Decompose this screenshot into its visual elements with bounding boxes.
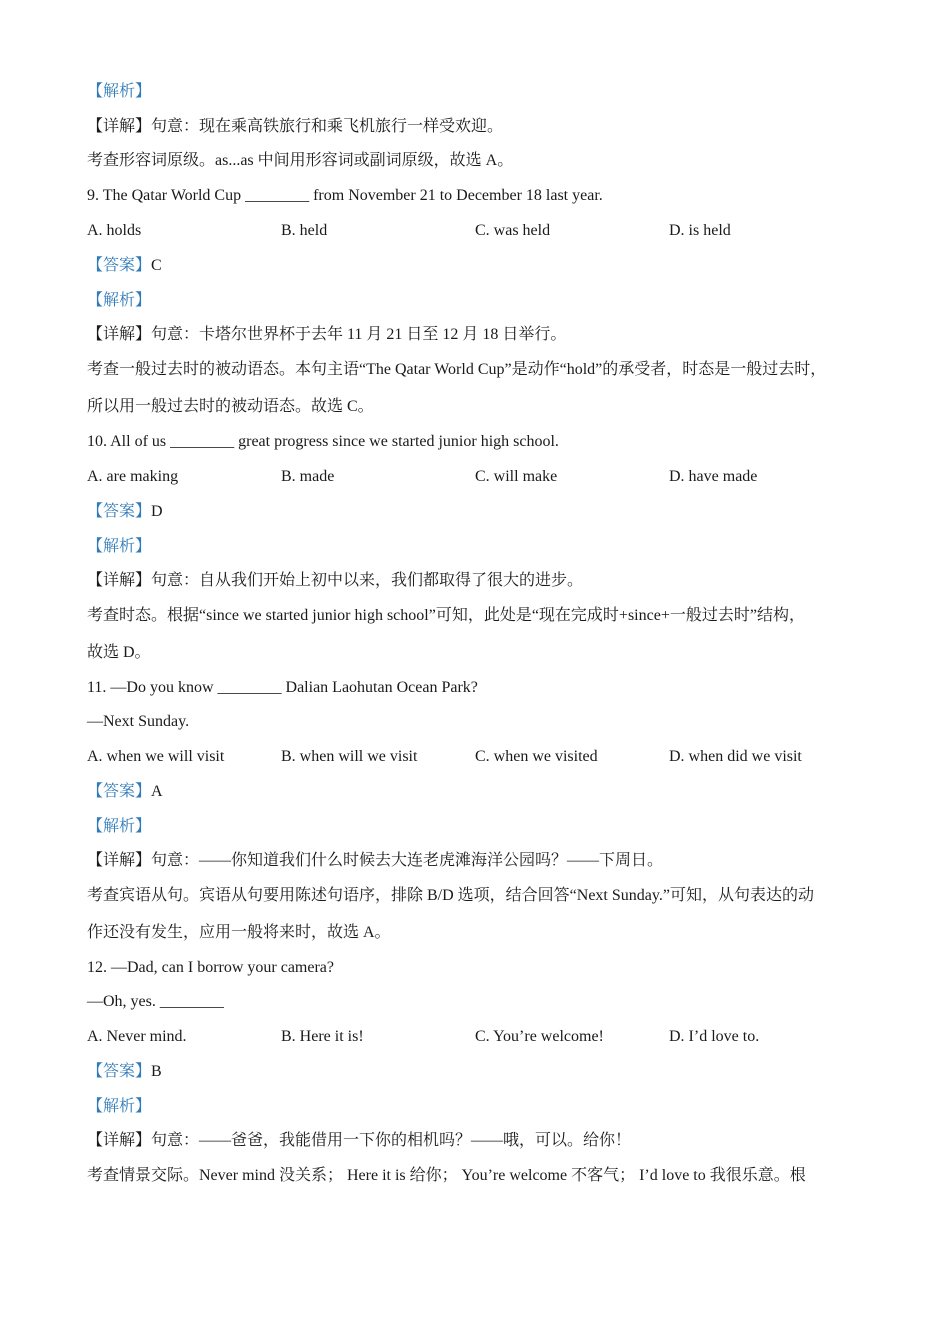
- explanation-line: 故选 D。: [87, 644, 151, 661]
- detail-line: [87, 851, 663, 871]
- answer-line: [87, 1062, 162, 1082]
- option-d: D. have made: [669, 468, 758, 485]
- detail-line: [87, 1131, 631, 1151]
- analysis-tag: 【解析】: [87, 292, 152, 309]
- question-stem: 12. —Dad, can I borrow your camera?: [87, 959, 335, 976]
- option-b: B. Here it is!: [281, 1028, 364, 1045]
- detail-text: 句意：现在乘高铁旅行和乘飞机旅行一样受欢迎。: [151, 118, 504, 135]
- explanation-line: 考查情景交际。Never mind 没关系； Here it is 给你； You’re welcome 不客气； I’d love to 我很乐意。根: [87, 1167, 806, 1184]
- analysis-heading: [87, 817, 151, 837]
- analysis-tag: 【解析】: [87, 538, 152, 555]
- option-b: B. held: [281, 222, 328, 239]
- explanation-line: 作还没有发生，应用一般将来时，故选 A。: [87, 924, 391, 941]
- detail-tag: 【详解】: [87, 852, 152, 869]
- answer-value: B: [151, 1063, 162, 1080]
- option-d: D. I’d love to.: [669, 1028, 760, 1045]
- option-c: C. was held: [475, 222, 551, 239]
- explanation-line: 所以用一般过去时的被动语态。故选 C。: [87, 398, 374, 415]
- detail-line: [87, 325, 566, 345]
- detail-text: 句意：——你知道我们什么时候去大连老虎滩海洋公园吗？——下周日。: [151, 852, 664, 869]
- explanation-line: 考查宾语从句。宾语从句要用陈述句语序，排除 B/D 选项，结合回答“Next Sunday.”可知，从句表达的动: [87, 887, 814, 904]
- dialogue-reply: —Oh, yes. ________: [87, 993, 224, 1010]
- answer-line: [87, 502, 163, 522]
- question-stem: 9. The Qatar World Cup ________ from November 21 to December 18 last year.: [87, 187, 603, 204]
- detail-tag: 【详解】: [87, 572, 152, 589]
- option-b: B. when will we visit: [281, 748, 418, 765]
- analysis-tag: 【解析】: [87, 1098, 152, 1115]
- explanation-line: 考查形容词原级。as...as 中间用形容词或副词原级，故选 A。: [87, 152, 514, 169]
- detail-line: [87, 571, 583, 591]
- analysis-heading: [87, 1097, 151, 1117]
- detail-text: 句意：自从我们开始上初中以来，我们都取得了很大的进步。: [151, 572, 584, 589]
- option-a: A. Never mind.: [87, 1028, 187, 1045]
- dialogue-reply: —Next Sunday.: [87, 713, 190, 730]
- analysis-tag: 【解析】: [87, 83, 152, 100]
- answer-value: C: [151, 257, 162, 274]
- answer-tag: 【答案】: [87, 783, 152, 800]
- option-c: C. You’re welcome!: [475, 1028, 604, 1045]
- option-d: D. when did we visit: [669, 748, 802, 765]
- option-c: C. will make: [475, 468, 558, 485]
- detail-tag: 【详解】: [87, 326, 152, 343]
- analysis-heading: [87, 291, 151, 311]
- analysis-heading: [87, 537, 151, 557]
- detail-line: [87, 117, 503, 137]
- option-a: A. are making: [87, 468, 179, 485]
- explanation-line: 考查时态。根据“since we started junior high school”可知，此处是“现在完成时+since+一般过去时”结构，: [87, 607, 805, 624]
- analysis-heading: [87, 82, 151, 102]
- answer-value: D: [151, 503, 163, 520]
- detail-tag: 【详解】: [87, 118, 152, 135]
- answer-tag: 【答案】: [87, 1063, 152, 1080]
- option-a: A. holds: [87, 222, 142, 239]
- detail-tag: 【详解】: [87, 1132, 152, 1149]
- question-stem: 10. All of us ________ great progress since we started junior high school.: [87, 433, 559, 450]
- answer-line: [87, 256, 162, 276]
- detail-text: 句意：——爸爸，我能借用一下你的相机吗？——哦，可以。给你！: [151, 1132, 632, 1149]
- explanation-line: 考查一般过去时的被动语态。本句主语“The Qatar World Cup”是动作“hold”的承受者，时态是一般过去时，: [87, 361, 827, 378]
- answer-tag: 【答案】: [87, 503, 152, 520]
- answer-line: [87, 782, 163, 802]
- answer-value: A: [151, 783, 163, 800]
- option-c: C. when we visited: [475, 748, 598, 765]
- answer-tag: 【答案】: [87, 257, 152, 274]
- detail-text: 句意：卡塔尔世界杯于去年 11 月 21 日至 12 月 18 日举行。: [151, 326, 567, 343]
- question-stem: 11. —Do you know ________ Dalian Laohutan Ocean Park?: [87, 679, 478, 696]
- analysis-tag: 【解析】: [87, 818, 152, 835]
- option-b: B. made: [281, 468, 335, 485]
- option-d: D. is held: [669, 222, 731, 239]
- option-a: A. when we will visit: [87, 748, 225, 765]
